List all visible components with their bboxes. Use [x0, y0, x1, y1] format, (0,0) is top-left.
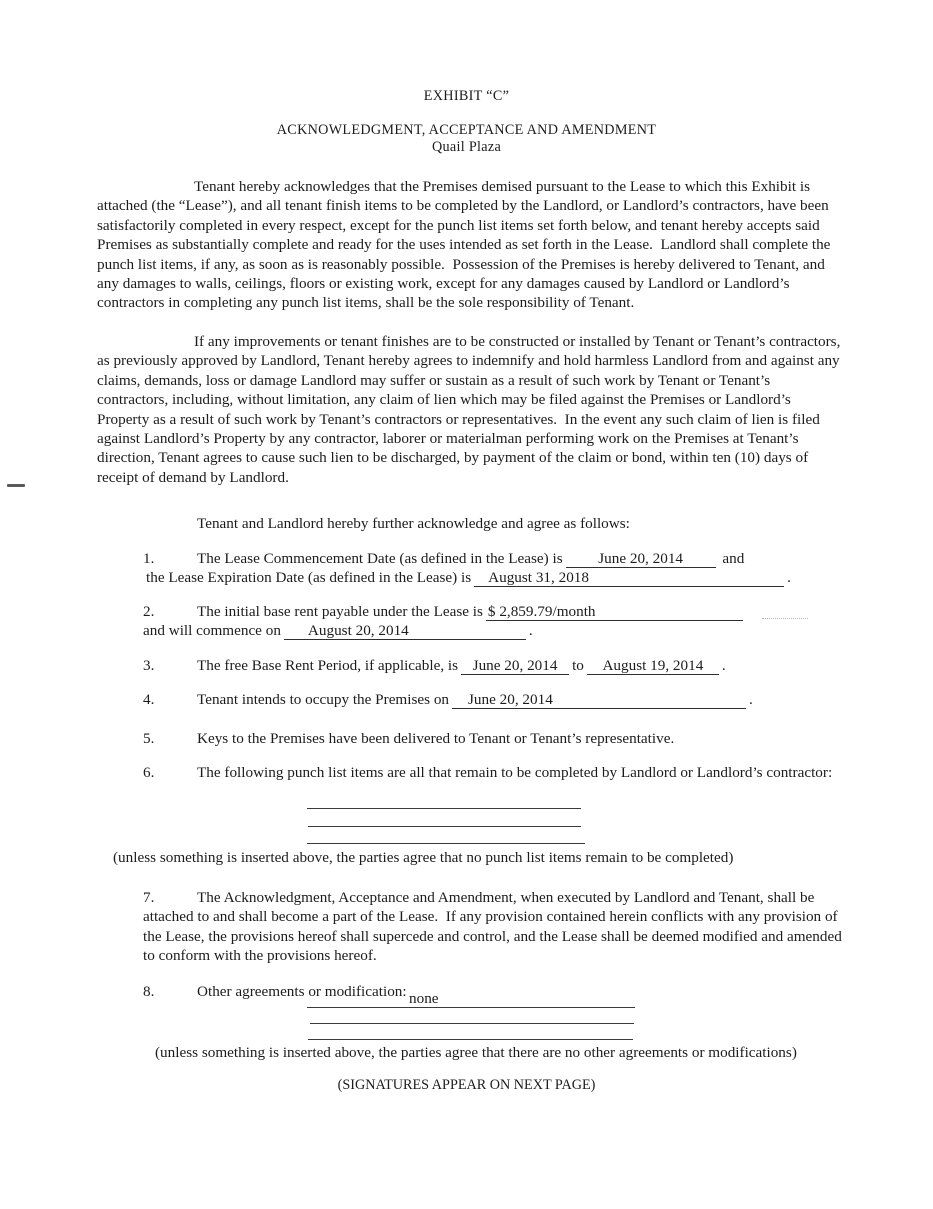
item-number: 4. [143, 691, 155, 708]
other-agreements-line [307, 990, 635, 1008]
item-number: 5. [143, 730, 155, 747]
fill-in-free-rent-start: June 20, 2014 [461, 658, 569, 675]
exhibit-title: EXHIBIT “C” [423, 88, 510, 104]
agreement-intro-line: Tenant and Landlord hereby further acknowledge and agree as follows: [197, 515, 630, 532]
item-number: 3. [143, 657, 155, 674]
list-item-4 [143, 690, 843, 709]
punch-list-blank-line [307, 808, 581, 809]
fill-in-rent-commence-date: August 20, 2014 [284, 623, 526, 640]
item-text: . [721, 657, 726, 674]
item-number: 7. [143, 889, 155, 906]
item-text: and [718, 550, 745, 567]
item-text: . [528, 622, 533, 640]
item-text: The Acknowledgment, Acceptance and Amendment, when executed by Landlord and Tenant, shall be attached to and shall become a part of the Lease. If any provision contained herein conflicts with any provision of the Lease, the provisions hereof shall supercede and control, and the Lease shall be deemed modified and amended to conform with the provisions hereof. [143, 889, 846, 965]
scan-artifact-mark [7, 484, 25, 487]
list-item-2 [143, 602, 843, 641]
item-text: and will commence on [143, 622, 281, 640]
item-text: The Lease Commencement Date (as defined in the Lease) is [197, 550, 563, 567]
fill-in-other-agreements: none [409, 990, 439, 1007]
item-text: to [572, 657, 584, 674]
item-text: . [787, 569, 791, 587]
item-text: Tenant intends to occupy the Premises on [197, 691, 450, 708]
list-item-1 [143, 549, 843, 588]
fill-in-commencement-date: June 20, 2014 [566, 551, 716, 568]
punch-list-blank-line [307, 843, 585, 844]
item-text: . [749, 691, 753, 708]
fill-in-expiration-date: August 31, 2018 [474, 570, 784, 587]
list-item-7 [143, 888, 846, 966]
fill-in-free-rent-end: August 19, 2014 [587, 658, 719, 675]
item-text: The initial base rent payable under the Lease is [197, 603, 483, 620]
fill-in-base-rent: $ 2,859.79/month [486, 604, 743, 621]
item-text: The following punch list items are all that remain to be completed by Landlord or Landlord’s contractor: [197, 764, 833, 781]
paragraph-indemnification: If any improvements or tenant finishes are to be constructed or installed by Tenant or Tenant’s contractors, as previously approved by Landlord, Tenant hereby agrees to indemnify and hold harmless Landlord from and against any claims, demands, loss or damage Landlord may suffer or sustain as a result of such work by Tenant or Tenant’s contractors, including, without limitation, any claim of lien which may be filed against the Premises or Landlord’s Property as a result of such work by Tenant’s contractors or representatives. In the event any such claim of lien is filed against Landlord’s Property by any contractor, laborer or materialman performing work on the Premises at Tenant’s direction, Tenant agrees to cause such lien to be discharged, by payment of the claim or bond, within ten (10) days of receipt of demand by Landlord. [97, 333, 845, 486]
other-agreements-blank-line [310, 1023, 634, 1024]
punch-list-blank-line [308, 826, 581, 827]
other-agreements-blank-line [308, 1039, 633, 1040]
other-agreements-note: (unless something is inserted above, the parties agree that there are no other agreements or modifications) [155, 1044, 797, 1061]
list-item-6 [143, 763, 843, 782]
item-number: 2. [143, 603, 155, 620]
fill-in-occupy-date: June 20, 2014 [452, 692, 746, 709]
list-item-5 [143, 729, 843, 748]
item-number: 1. [143, 550, 155, 567]
punch-list-note: (unless something is inserted above, the parties agree that no punch list items remain to be completed) [113, 849, 734, 866]
item-number: 8. [143, 983, 155, 1000]
item-number: 6. [143, 764, 155, 781]
paragraph-acknowledgment: Tenant hereby acknowledges that the Premises demised pursuant to the Lease to which this Exhibit is attached (the “Lease”), and all tenant finish items to be completed by the Landlord, or Landlord’s contractors, have been satisfactorily completed in every respect, except for the punch list items set forth below, and tenant hereby accepts said Premises as substantially complete and ready for the uses intended as set forth in the Lease. Landlord shall complete the punch list items, if any, as soon as is reasonably possible. Possession of the Premises is hereby delivered to Tenant, and any damages to walls, ceilings, floors or existing work, except for any damages caused by Landlord or Landlord’s contractors in completing any punch list items, shall be the sole responsibility of Tenant. [97, 178, 835, 312]
item-text: The free Base Rent Period, if applicable, is [197, 657, 459, 674]
document-subheading: Quail Plaza [431, 139, 502, 155]
signatures-note: (SIGNATURES APPEAR ON NEXT PAGE) [337, 1077, 596, 1093]
item-text: Other agreements or modification: [197, 983, 407, 1000]
item-text: the Lease Expiration Date (as defined in the Lease) is [146, 569, 472, 587]
scan-artifact-dashes [762, 618, 808, 619]
document-heading: ACKNOWLEDGMENT, ACCEPTANCE AND AMENDMENT [276, 122, 657, 138]
item-text: Keys to the Premises have been delivered to Tenant or Tenant’s representative. [197, 730, 675, 747]
list-item-3 [143, 656, 843, 675]
